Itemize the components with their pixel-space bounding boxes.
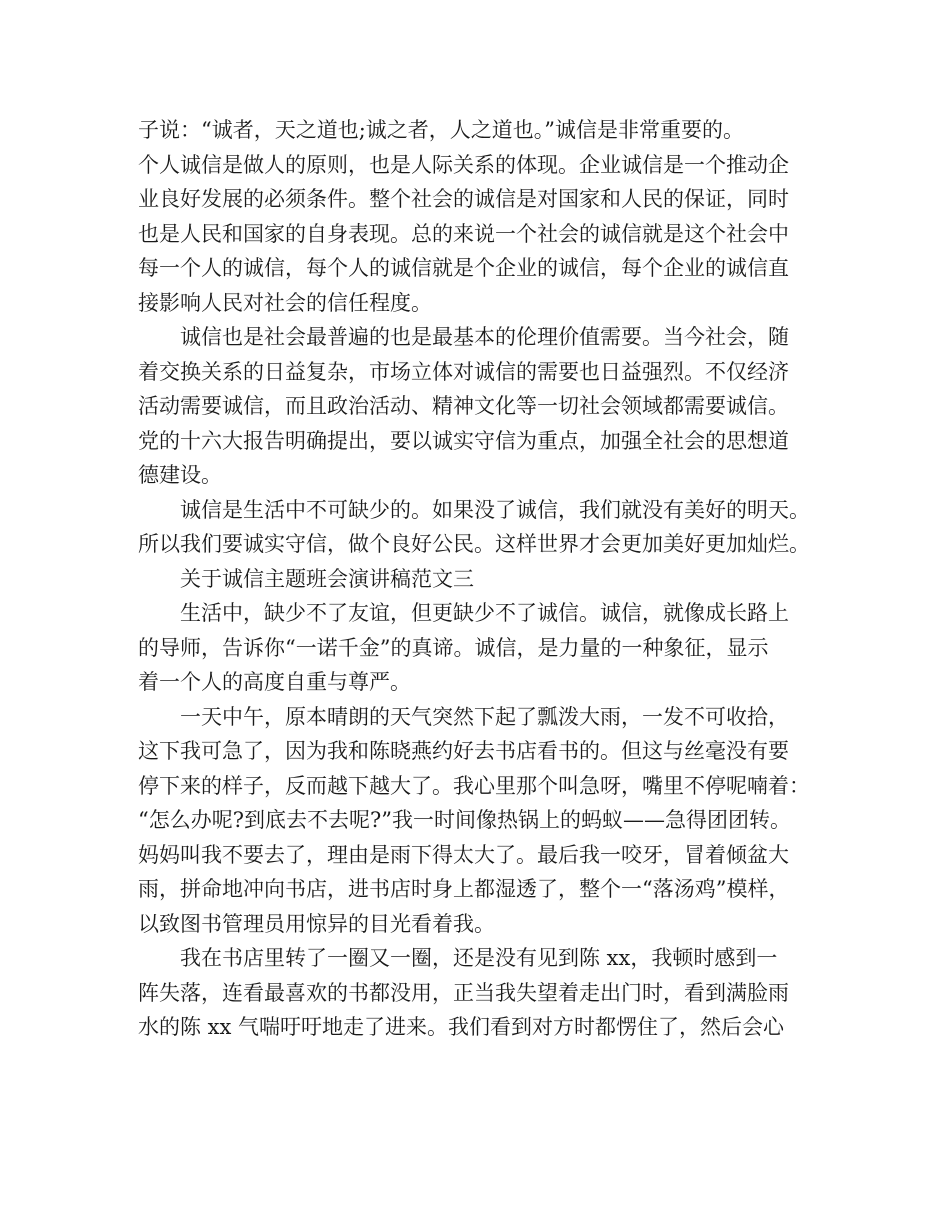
text-line: 以致图书管理员用惊异的目光看着我。 (138, 911, 495, 936)
text-line: 接影响人民对社会的信任程度。 (138, 290, 432, 315)
text-line: 诚信是生活中不可缺少的。如果没了诚信，我们就没有美好的明天。 (180, 497, 810, 522)
text-line: 业良好发展的必须条件。整个社会的诚信是对国家和人民的保证，同时 (138, 187, 789, 211)
text-line: 子说：“诚者，天之道也;诚之者，人之道也。”诚信是非常重要的。 (138, 118, 745, 142)
text-line: 个人诚信是做人的原则，也是人际关系的体现。企业诚信是一个推动企 (138, 152, 789, 177)
text-line: 停下来的样子，反而越下越大了。我心里那个叫急呀，嘴里不停呢喃着： (138, 773, 810, 798)
text-line: 的导师，告诉你“一诺千金”的真谛。诚信，是力量的一种象征，显示 (138, 635, 769, 660)
text-line: 每一个人的诚信，每个人的诚信就是个企业的诚信，每个企业的诚信直 (138, 256, 789, 280)
text-line: 水的陈 xx 气喘吁吁地走了进来。我们看到对方时都愣住了，然后会心 (138, 1015, 785, 1039)
text-line: 也是人民和国家的自身表现。总的来说一个社会的诚信就是这个社会中 (138, 221, 789, 246)
text-line: 德建设。 (138, 463, 222, 487)
text-line: 所以我们要诚实守信，做个良好公民。这样世界才会更加美好更加灿烂。 (138, 532, 810, 556)
text-line: 党的十六大报告明确提出，要以诚实守信为重点，加强全社会的思想道 (138, 428, 789, 453)
text-line: “怎么办呢?到底去不去呢?”我一时间像热锅上的蚂蚁——急得团团转。 (138, 808, 791, 832)
document-body (138, 113, 828, 1045)
text-line: 我在书店里转了一圈又一圈，还是没有见到陈 xx，我顿时感到一 (180, 946, 778, 970)
text-line: 生活中，缺少不了友谊，但更缺少不了诚信。诚信，就像成长路上 (180, 601, 789, 625)
text-line: 这下我可急了，因为我和陈晓燕约好去书店看书的。但这与丝毫没有要 (138, 739, 789, 763)
text-line: 关于诚信主题班会演讲稿范文三 (180, 566, 474, 591)
text-line: 着一个人的高度自重与尊严。 (138, 670, 411, 694)
text-line: 阵失落，连看最喜欢的书都没用，正当我失望着走出门时，看到满脸雨 (138, 980, 789, 1005)
text-line: 妈妈叫我不要去了，理由是雨下得太大了。最后我一咬牙，冒着倾盆大 (138, 842, 789, 867)
text-line: 一天中午，原本晴朗的天气突然下起了瓢泼大雨，一发不可收拾， (180, 704, 789, 729)
text-line: 雨，拼命地冲向书店，进书店时身上都湿透了，整个一“落汤鸡”模样， (138, 877, 790, 901)
text-line: 活动需要诚信，而且政治活动、精神文化等一切社会领域都需要诚信。 (138, 394, 789, 418)
text-line: 着交换关系的日益复杂，市场立体对诚信的需要也日益强烈。不仅经济 (138, 359, 789, 384)
text-line: 诚信也是社会最普遍的也是最基本的伦理价值需要。当今社会，随 (180, 325, 789, 349)
